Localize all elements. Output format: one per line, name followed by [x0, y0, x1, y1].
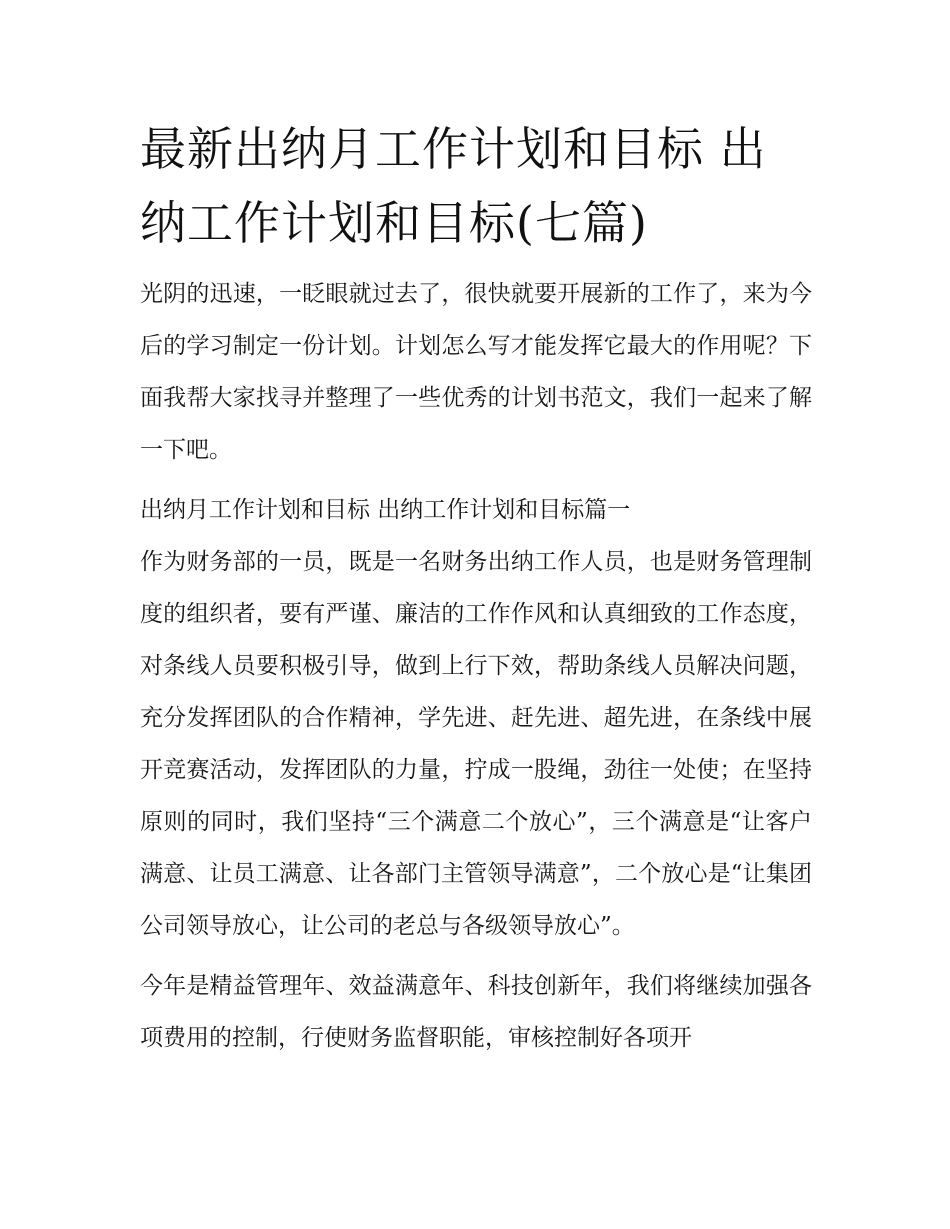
section-heading: 出纳月工作计划和目标 出纳工作计划和目标篇一: [140, 497, 631, 523]
document-body: [140, 112, 812, 1064]
body-paragraph-1: 作为财务部的一员，既是一名财务出纳工作人员，也是财务管理制度的组织者，要有严谨、廉洁的工作作风和认真细致的工作态度，对条线人员要积极引导，做到上行下效，帮助条线人员解决问题，充分发挥团队的合作精神，学先进、赶先进、超先进，在条线中展开竞赛活动，发挥团队的力量，拧成一股绳，劲往一处使；在坚持原则的同时，我们坚持“三个满意二个放心”，三个满意是“让客户满意、让员工满意、让各部门主管领导满意”，二个放心是“让集团公司领导放心，让公司的老总与各级领导放心”。: [140, 549, 812, 939]
document-title: 最新出纳月工作计划和目标 出纳工作计划和目标(七篇): [140, 122, 767, 250]
intro-paragraph: 光阴的迅速，一眨眼就过去了，很快就要开展新的工作了，来为今后的学习制定一份计划。计划怎么写才能发挥它最大的作用呢？下面我帮大家找寻并整理了一些优秀的计划书范文，我们一起来了解一下吧。: [140, 281, 812, 463]
body-paragraph-2: 今年是精益管理年、效益满意年、科技创新年，我们将继续加强各项费用的控制，行使财务监督职能，审核控制好各项开: [140, 973, 812, 1051]
